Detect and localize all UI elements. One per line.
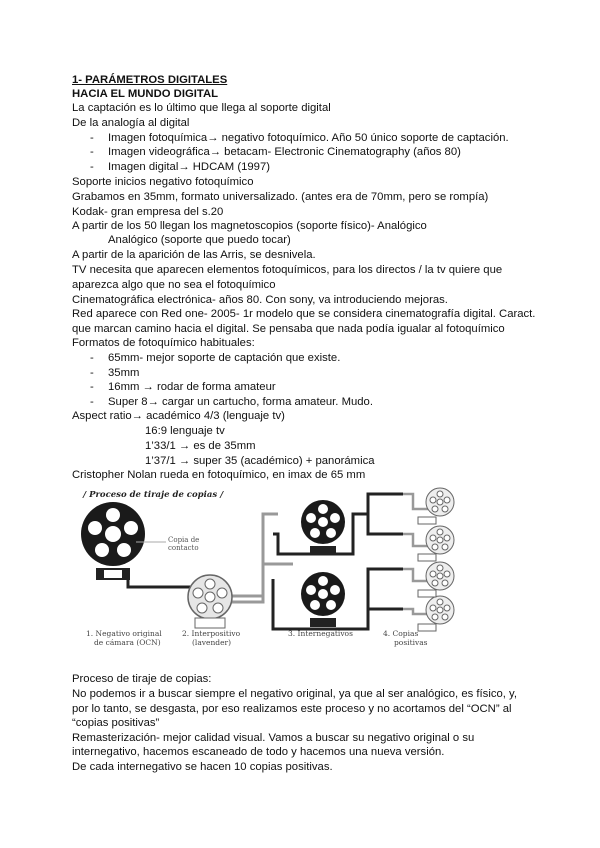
reel-internegative-1 <box>301 500 345 544</box>
step-label-positive-copies-2: positivas <box>394 638 428 647</box>
bullet-marker: - <box>90 352 94 364</box>
bullet-item: 65mm- mejor soporte de captación que existe. <box>108 352 341 364</box>
text-line: Red aparece con Red one- 2005- 1r modelo que se considera cinematografía digital. Caract. <box>72 308 536 320</box>
section-heading: 1- PARÁMETROS DIGITALES <box>72 74 228 86</box>
step-label-internegatives: 3. Internegativos <box>288 629 353 638</box>
bullet-marker: - <box>90 367 94 379</box>
text-line: Cinematográfica electrónica- años 80. Con sony, va introduciendo mejoras. <box>72 294 448 306</box>
reel-internegative-2 <box>301 572 345 616</box>
text-line: A partir de la aparición de las Arris, se desnivela. <box>72 249 316 261</box>
text-line: TV necesita que aparecen elementos fotoquímicos, para los directos / la tv quiere que <box>72 264 503 276</box>
text-line: Analógico (soporte que puedo tocar) <box>108 234 291 246</box>
text-line: 1’37/1 → super 35 (académico) + panorámica <box>145 455 375 467</box>
reel-positive-copy <box>426 488 454 516</box>
text-line: 1’33/1 → es de 35mm <box>145 440 256 452</box>
diagram-title: / Proceso de tiraje de copias / <box>83 490 224 500</box>
step-label-interpositive: 2. Interpositivo <box>182 629 241 638</box>
text-line: aparezca algo que no sea el fotoquímico <box>72 279 276 291</box>
text-line: Kodak- gran empresa del s.20 <box>72 206 224 218</box>
text-line: por lo tanto, se desgasta, por eso realizamos este proceso y no acortamos del “OCN” al <box>72 703 512 715</box>
text-line: Remasterización- mejor calidad visual. Vamos a buscar su negativo original o su <box>72 732 475 744</box>
bullet-item: 35mm <box>108 367 140 379</box>
text-line: Soporte inicios negativo fotoquímico <box>72 176 254 188</box>
bullet-marker: - <box>90 381 94 393</box>
text-line: La captación es lo último que llega al soporte digital <box>72 102 331 114</box>
subsection-heading: HACIA EL MUNDO DIGITAL <box>72 88 219 100</box>
reel-positive-copy <box>426 526 454 554</box>
reel-positive-copy <box>426 562 454 590</box>
text-line: Grabamos en 35mm, formato universalizado. (antes era de 70mm, pero se rompía) <box>72 191 489 203</box>
reel-ocn <box>81 502 145 566</box>
bullet-item: Imagen digital→ HDCAM (1997) <box>108 161 270 173</box>
text-line: Formatos de fotoquímico habituales: <box>72 337 255 349</box>
bullet-marker: - <box>90 396 94 408</box>
text-line: Proceso de tiraje de copias: <box>72 673 212 685</box>
bullet-marker: - <box>90 161 94 173</box>
text-line: internegativo, hacemos escaneado de todo y hacemos una nueva versión. <box>72 746 445 758</box>
text-line: Cristopher Nolan rueda en fotoquímico, en imax de 65 mm <box>72 469 366 481</box>
step-label-ocn: 1. Negativo original <box>86 629 162 638</box>
bullet-item: Super 8→ cargar un cartucho, forma amateur. Mudo. <box>108 396 373 408</box>
step-label-positive-copies: 4. Copias <box>383 629 419 638</box>
step-label-ocn-2: de cámara (OCN) <box>94 638 161 647</box>
bullet-item: Imagen videográfica→ betacam- Electronic Cinematography (años 80) <box>108 146 461 158</box>
bullet-marker: - <box>90 132 94 144</box>
film-path <box>128 494 428 629</box>
text-line: 16:9 lenguaje tv <box>145 425 225 437</box>
contact-copy-label-2: contacto <box>168 544 199 552</box>
text-line: Aspect ratio→ académico 4/3 (lenguaje tv) <box>72 410 285 422</box>
text-line: “copias positivas” <box>72 717 160 729</box>
text-line: que marcan camino hacia el digital. Se pensaba que nada podía igualar al fotoquímico <box>72 323 505 335</box>
text-line: No podemos ir a buscar siempre el negativo original, ya que al ser analógico, es físico, y, <box>72 688 517 700</box>
reel-positive-copy <box>426 596 454 624</box>
bullet-item: 16mm → rodar de forma amateur <box>108 381 276 393</box>
text-line: A partir de los 50 llegan los magnetoscopios (soporte físico)- Analógico <box>72 220 427 232</box>
contact-copy-label: Copia de <box>168 536 200 544</box>
text-line: De cada internegativo se hacen 10 copias positivas. <box>72 761 333 773</box>
reel-interpositive <box>188 575 232 619</box>
step-label-interpositive-2: (lavender) <box>192 638 232 647</box>
bullet-item: Imagen fotoquímica→ negativo fotoquímico. Año 50 único soporte de captación. <box>108 132 509 144</box>
text-line: De la analogía al digital <box>72 117 190 129</box>
bullet-marker: - <box>90 146 94 158</box>
copy-process-diagram <box>78 484 540 654</box>
